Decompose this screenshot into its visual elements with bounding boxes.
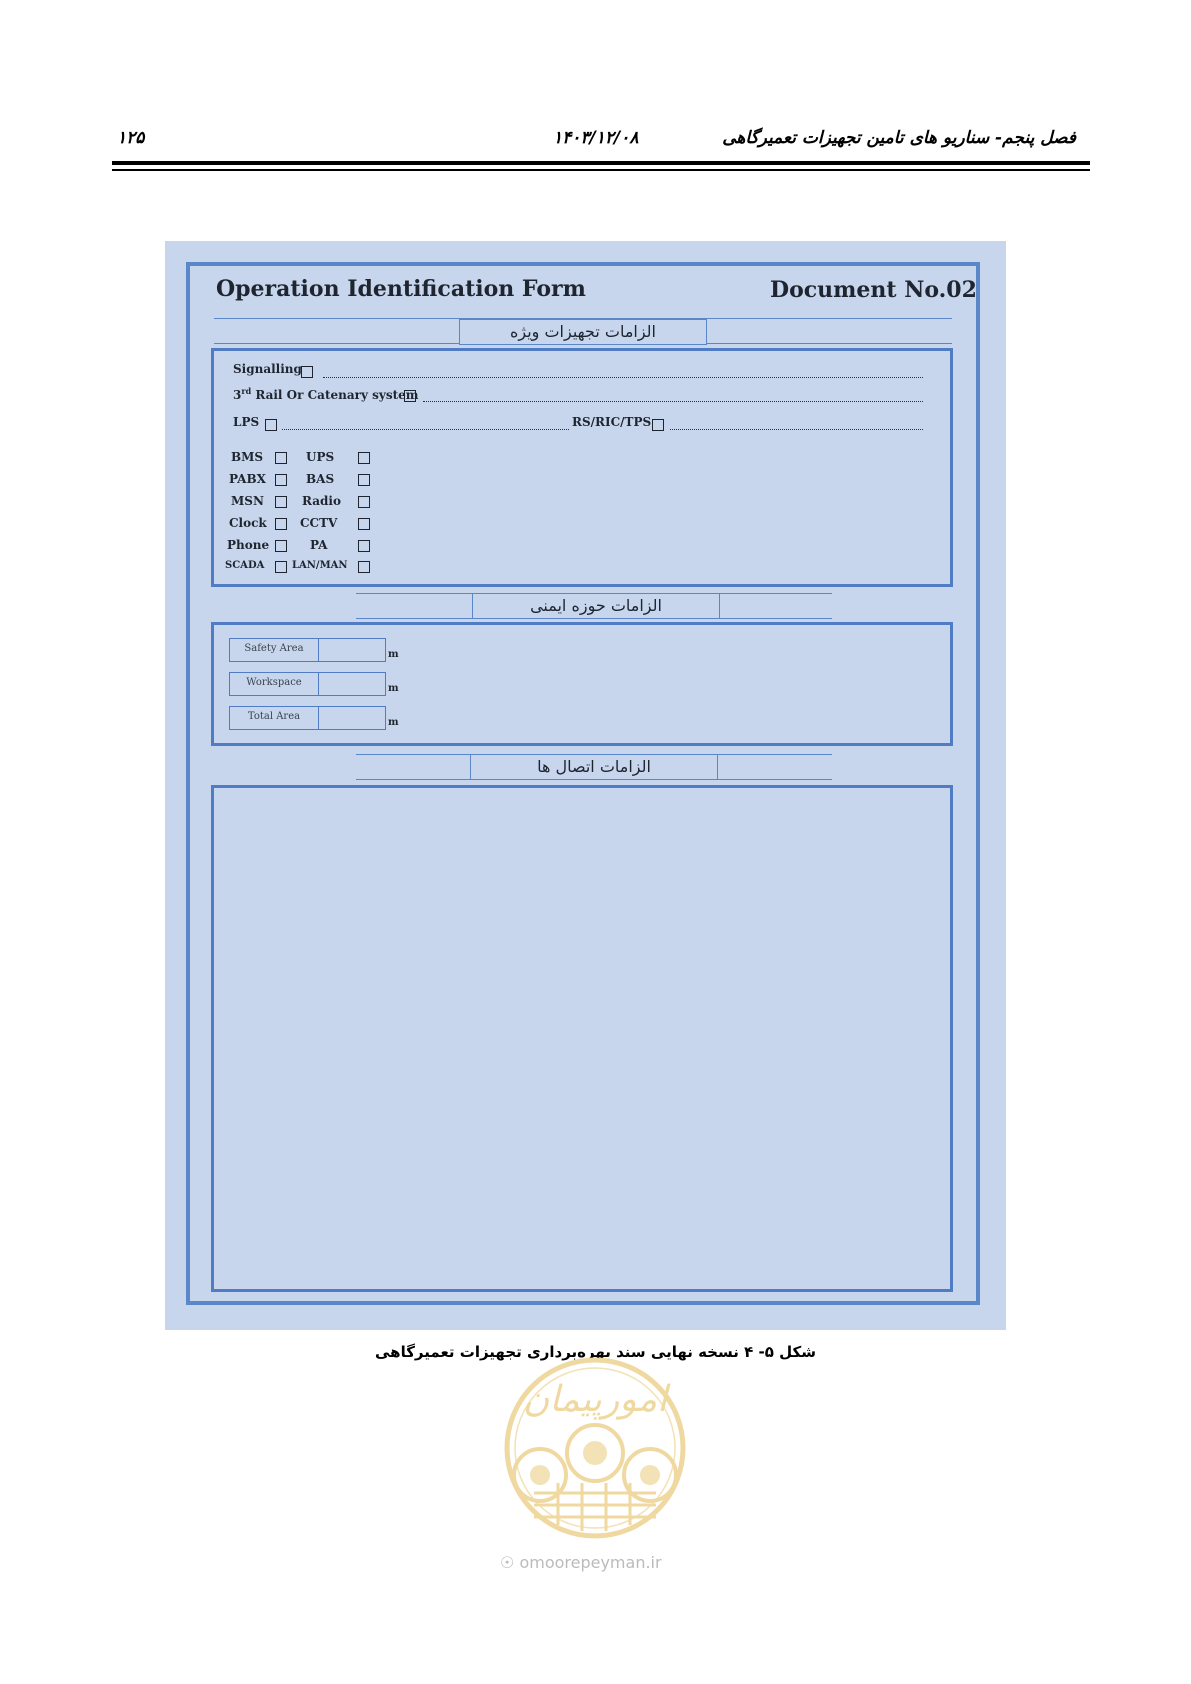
checklist-left-label: Clock xyxy=(229,516,267,530)
header-rule-thick xyxy=(112,161,1090,165)
checklist-left-label: BMS xyxy=(231,450,264,464)
third-rail-label: 3rd Rail Or Catenary system xyxy=(233,386,419,402)
checklist-right-checkbox[interactable] xyxy=(358,474,370,486)
signalling-checkbox[interactable] xyxy=(301,366,313,378)
globe-icon: ☉ xyxy=(500,1553,515,1572)
signalling-label: Signalling xyxy=(233,362,302,376)
signalling-line xyxy=(323,377,923,378)
watermark-seal-text: امورپیمان xyxy=(522,1379,668,1420)
header-date: ۱۴۰۳/۱۲/۰۸ xyxy=(553,128,639,148)
section-header-safety-area: الزامات حوزه ایمنی xyxy=(472,593,720,619)
checklist-left-checkbox[interactable] xyxy=(275,540,287,552)
document-number: Document No.02 xyxy=(770,277,977,303)
checklist-left-checkbox[interactable] xyxy=(275,496,287,508)
workspace-input[interactable] xyxy=(318,672,386,696)
workspace-label: Workspace xyxy=(229,672,319,696)
caption-text: نسخه نهایی سند بهره‌برداری تجهیزات تعمیرگاهی xyxy=(375,1343,739,1361)
third-rail-line xyxy=(423,401,923,402)
checklist-right-label: UPS xyxy=(306,450,335,464)
checklist-right-checkbox[interactable] xyxy=(358,452,370,464)
checklist-left-checkbox[interactable] xyxy=(275,452,287,464)
checklist-right-label: Radio xyxy=(302,494,341,508)
rs-ric-tps-checkbox[interactable] xyxy=(652,419,664,431)
checklist-right-checkbox[interactable] xyxy=(358,518,370,530)
checklist-left-label: Phone xyxy=(227,538,270,552)
page-number: ۱۲۵ xyxy=(117,128,145,148)
checklist-right-checkbox[interactable] xyxy=(358,496,370,508)
checklist-right-label: PA xyxy=(310,538,328,552)
total-area-label: Total Area xyxy=(229,706,319,730)
third-rail-checkbox[interactable] xyxy=(404,390,416,402)
rs-ric-tps-label: RS/RIC/TPS xyxy=(572,415,652,429)
checklist-left-checkbox[interactable] xyxy=(275,474,287,486)
lps-line xyxy=(282,429,569,430)
checklist-left-label: MSN xyxy=(231,494,264,508)
checklist-right-checkbox[interactable] xyxy=(358,561,370,573)
form-title: Operation Identification Form xyxy=(216,276,586,302)
checklist-right-label: CCTV xyxy=(300,516,338,530)
total-area-unit: m xyxy=(388,717,399,728)
checklist-right-label: BAS xyxy=(306,472,335,486)
rs-ric-tps-line xyxy=(670,429,923,430)
lps-checkbox[interactable] xyxy=(265,419,277,431)
watermark-site: ☉ omoorepeyman.ir xyxy=(500,1553,662,1572)
checklist-right-checkbox[interactable] xyxy=(358,540,370,552)
section-header-special-equipment: الزامات تجهیزات ویژه xyxy=(459,319,707,345)
safety-area-unit: m xyxy=(388,649,399,660)
caption-number: شکل ۵- ۴ xyxy=(744,1343,816,1361)
total-area-input[interactable] xyxy=(318,706,386,730)
connections-panel xyxy=(211,785,953,1292)
section-header-connections: الزامات اتصال ها xyxy=(470,754,718,780)
workspace-unit: m xyxy=(388,683,399,694)
checklist-left-checkbox[interactable] xyxy=(275,561,287,573)
chapter-title: فصل پنجم- سناریو های تامین تجهیزات تعمیرگاهی xyxy=(722,128,1076,148)
checklist-left-label: PABX xyxy=(229,472,266,486)
safety-area-input[interactable] xyxy=(318,638,386,662)
safety-area-label: Safety Area xyxy=(229,638,319,662)
lps-label: LPS xyxy=(233,415,260,429)
checklist-left-label: SCADA xyxy=(225,560,265,571)
watermark-seal xyxy=(488,1353,702,1543)
checklist-right-label: LAN/MAN xyxy=(292,560,348,571)
checklist-left-checkbox[interactable] xyxy=(275,518,287,530)
header-rule-thin xyxy=(112,169,1090,171)
